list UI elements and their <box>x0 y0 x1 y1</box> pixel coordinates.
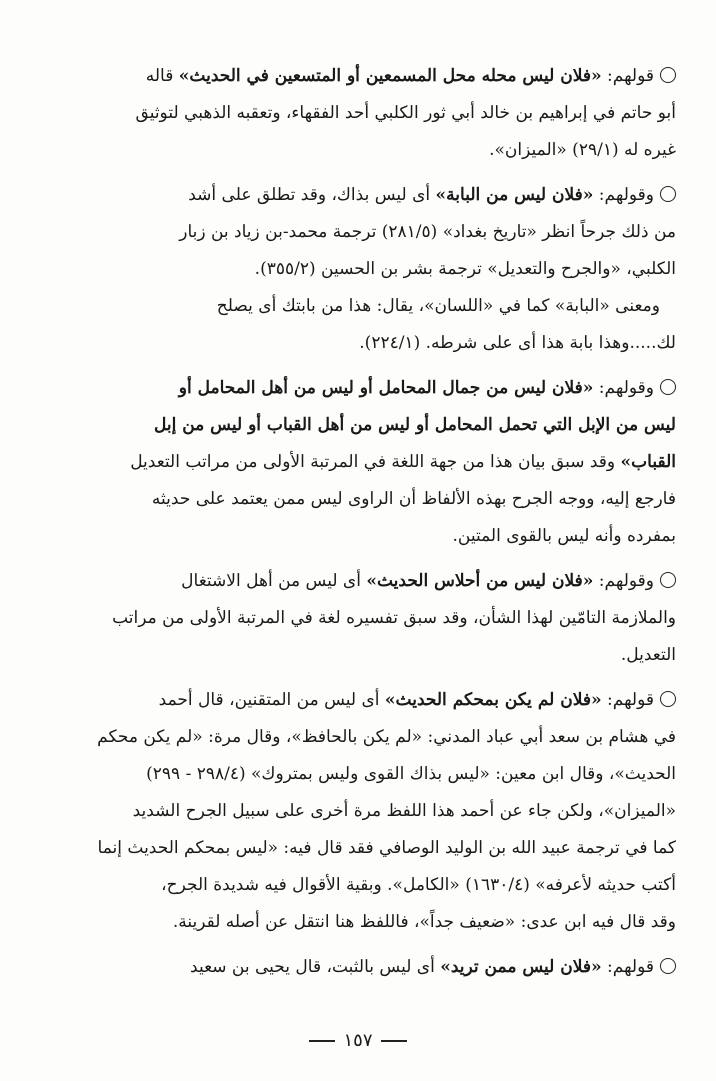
text-run: أى ليس من المتقنين، قال أحمد <box>158 690 385 710</box>
text-run: وقولهم: <box>593 571 654 591</box>
term-bold: القباب» <box>620 452 676 472</box>
text-run: والملازمة التامّين لهذا الشأن، وقد سبق تفسيره لغة في المرتبة الأولى من مراتب <box>112 608 676 628</box>
text-run: قولهم: <box>601 66 654 86</box>
text-run: «الميزان»، ولكن جاء عن أحمد هذا اللفظ مرة أخرى على سبيل الجرح الشديد <box>132 801 676 821</box>
entry <box>92 370 676 555</box>
circle-bullet-icon <box>660 572 676 588</box>
circle-bullet-icon <box>660 379 676 395</box>
text-run: من ذلك جرحاً انظر «تاريخ بغداد» (٢٨١/٥) ترجمة محمد-بن زياد بن زبار <box>179 222 676 242</box>
text-run: ومعنى «البابة» كما في «اللسان»، يقال: هذا من بابتك أى يصلح <box>216 296 660 316</box>
entry-line <box>92 325 676 362</box>
entry-line <box>92 637 676 674</box>
entry-line <box>92 288 676 325</box>
text-run: لك.....وهذا بابة هذا أى على شرطه. (٢٢٤/١). <box>359 333 676 353</box>
text-run: أكتب حديثه لأعرفه» (١٦٣٠/٤) «الكامل». وبقية الأقوال فيه شديدة الجرح، <box>161 875 676 895</box>
term-bold: «فلان ليس ممن تريد» <box>440 957 602 977</box>
text-run: أى ليس من أهل الاشتغال <box>181 571 367 591</box>
term-bold: «فلان لم يكن بمحكم الحديث» <box>384 690 602 710</box>
text-run: كما في ترجمة عبيد الله بن الوليد الوصافي فقد قال فيه: «ليس بمحكم الحديث إنما <box>97 838 676 858</box>
term-bold: «فلان ليس من جمال المحامل أو ليس من أهل المحامل أو <box>178 378 594 398</box>
entry-line <box>92 370 676 407</box>
text-run: قاله <box>145 66 179 86</box>
text-run: بمفرده وأنه ليس بالقوى المتين. <box>452 526 676 546</box>
dash-divider <box>309 1040 335 1042</box>
entry-line <box>92 719 676 756</box>
entry-line <box>92 444 676 481</box>
circle-bullet-icon <box>660 958 676 974</box>
text-run: في هشام بن سعد أبي عباد المدني: «لم يكن بالحافظ»، وقال مرة: «لم يكن محكم <box>97 727 676 747</box>
text-run: قولهم: <box>601 690 654 710</box>
entry-line <box>92 793 676 830</box>
text-run: غيره له (٢٩/١) «الميزان». <box>489 140 676 160</box>
page-number: ١٥٧ <box>343 1030 373 1051</box>
page-footer <box>0 1030 716 1051</box>
entry-line <box>92 867 676 904</box>
circle-bullet-icon <box>660 691 676 707</box>
text-run: وقد سبق بيان هذا من جهة اللغة في المرتبة الأولى من مراتب التعديل <box>130 452 621 472</box>
entry-line <box>92 95 676 132</box>
text-run: أبو حاتم في إبراهيم بن خالد أبي ثور الكلبي أحد الفقهاء، وتعقبه الذهبي لتوثيق <box>135 103 676 123</box>
dash-divider <box>381 1040 407 1042</box>
entry <box>92 563 676 674</box>
text-run: أى ليس بذاك، وقد تطلق على أشد <box>188 185 436 205</box>
entry-line <box>92 904 676 941</box>
circle-bullet-icon <box>660 67 676 83</box>
page-body <box>92 58 676 994</box>
entry-line <box>92 58 676 95</box>
entry <box>92 682 676 941</box>
text-run: التعديل. <box>620 645 676 665</box>
term-bold: ليس من الإبل التي تحمل المحامل أو ليس من أهل القباب أو ليس من إبل <box>153 415 676 435</box>
entry-line <box>92 407 676 444</box>
circle-bullet-icon <box>660 186 676 202</box>
text-run: وقد قال فيه ابن عدى: «ضعيف جداً»، فاللفظ هنا انتقل عن أصله لقرينة. <box>172 912 676 932</box>
term-bold: «فلان ليس محله محل المسمعين أو المتسعين في الحديث» <box>178 66 602 86</box>
term-bold: «فلان ليس من أحلاس الحديث» <box>366 571 594 591</box>
entry-line <box>92 518 676 555</box>
text-run: وقولهم: <box>593 378 654 398</box>
entry-line <box>92 251 676 288</box>
text-run: وقولهم: <box>593 185 654 205</box>
entry-line <box>92 600 676 637</box>
entry-line <box>92 563 676 600</box>
entry-line <box>92 756 676 793</box>
text-run: الحديث»، وقال ابن معين: «ليس بذاك القوى وليس بمتروك» (٢٩٨/٤ - ٢٩٩) <box>146 764 676 784</box>
entry <box>92 58 676 169</box>
term-bold: «فلان ليس من البابة» <box>435 185 594 205</box>
text-run: فارجع إليه، ووجه الجرح بهذه الألفاظ أن الراوى ليس ممن يعتمد على حديثه <box>151 489 676 509</box>
entry-line <box>92 481 676 518</box>
entry <box>92 177 676 362</box>
entry-line <box>92 177 676 214</box>
entry-line <box>92 949 676 986</box>
text-run: قولهم: <box>601 957 654 977</box>
entry-line <box>92 682 676 719</box>
entry-line <box>92 214 676 251</box>
entry-line <box>92 830 676 867</box>
entry-line <box>92 132 676 169</box>
text-run: الكلبي، «والجرح والتعديل» ترجمة بشر بن الحسين (٣٥٥/٢). <box>254 259 676 279</box>
text-run: أى ليس بالثبت، قال يحيى بن سعيد <box>190 957 441 977</box>
entry <box>92 949 676 986</box>
